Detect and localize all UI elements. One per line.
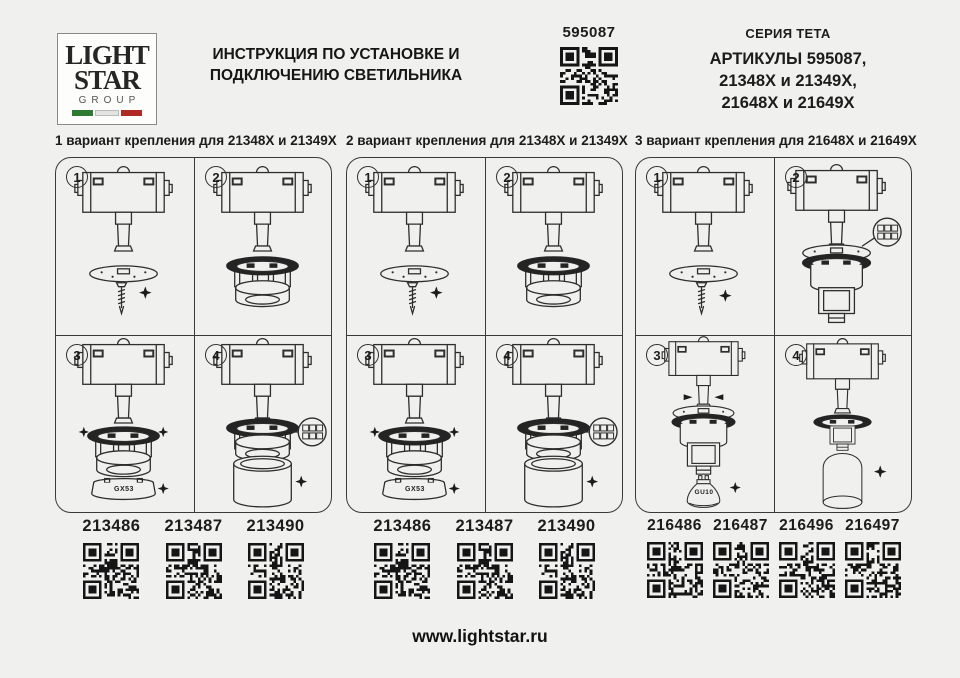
document-qr-code: [560, 47, 618, 105]
title-line-2: ПОДКЛЮЧЕНИЮ СВЕТИЛЬНИКА: [209, 67, 463, 84]
terminal-block-icon: [298, 418, 326, 446]
step-number: 4: [205, 344, 227, 366]
article-item: [247, 517, 305, 599]
step-number: 2: [785, 166, 807, 188]
article-number: 216486: [647, 517, 702, 534]
article-qr-code: [83, 543, 139, 599]
article-number: 213487: [164, 517, 223, 535]
step-cell-4: [775, 336, 911, 512]
step-cell-1: [56, 158, 192, 334]
article-item: [779, 517, 835, 598]
article-item: [82, 517, 140, 599]
step-number: 1: [66, 166, 88, 188]
section-2-panel: [346, 157, 623, 513]
logo-word-light: LIGHT: [65, 40, 149, 70]
article-number: 213490: [246, 517, 305, 535]
lightstar-logo: [57, 33, 157, 125]
article-number: 213486: [373, 517, 432, 535]
section-variant-2: [346, 133, 628, 513]
article-item: [164, 517, 222, 599]
section-3-panel: [635, 157, 912, 513]
step-number: 1: [357, 166, 379, 188]
series-block: [668, 26, 908, 114]
step-number: 2: [496, 166, 518, 188]
article-qr-code: [166, 543, 222, 599]
section-3-articles: [635, 517, 912, 598]
article-qr-code: [539, 543, 595, 599]
article-qr-code: [713, 542, 769, 598]
article-qr-code: [248, 543, 304, 599]
article-item: [538, 517, 596, 599]
lamp-type-label: GU10: [694, 489, 714, 496]
lamp-type-label: GX53: [405, 486, 425, 493]
articles-line-2: 21348X и 21349X,: [719, 72, 857, 90]
terminal-block-icon: [589, 418, 617, 446]
article-qr-code: [374, 543, 430, 599]
article-item: [455, 517, 513, 599]
step-number: 2: [205, 166, 227, 188]
logo-word-group: GROUP: [78, 95, 141, 106]
step-number: 3: [646, 344, 668, 366]
step-number: 3: [357, 344, 379, 366]
article-number: 213490: [537, 517, 596, 535]
section-3-heading: 3 вариант крепления для 21648X и 21649X: [635, 133, 917, 148]
articles-line-3: 21648X и 21649X: [721, 94, 855, 112]
section-1-panel: [55, 157, 332, 513]
step-cell-1: [636, 158, 772, 334]
step-number: 1: [646, 166, 668, 188]
step-cell-3: [347, 336, 483, 512]
step-cell-4: [195, 336, 331, 512]
italian-flag-icon: [72, 110, 142, 116]
article-item: [373, 517, 431, 599]
article-number: 216496: [779, 517, 834, 534]
step-cell-2: [195, 158, 331, 334]
section-2-articles: [346, 517, 623, 599]
article-number: 213486: [82, 517, 141, 535]
step-cell-1: [347, 158, 483, 334]
article-qr-code: [845, 542, 901, 598]
article-item: [845, 517, 901, 598]
article-number: 213487: [455, 517, 514, 535]
website-url: www.lightstar.ru: [412, 626, 548, 646]
article-qr-code: [457, 543, 513, 599]
articles-line-1: АРТИКУЛЫ 595087,: [709, 50, 867, 68]
article-item: [713, 517, 769, 598]
step-cell-2: [775, 158, 911, 334]
step-cell-3: [636, 336, 772, 512]
terminal-block-icon: [873, 218, 901, 246]
article-qr-code: [647, 542, 703, 598]
step-number: 4: [785, 344, 807, 366]
section-variant-1: [55, 133, 337, 513]
section-1-heading: 1 вариант крепления для 21348X и 21349X: [55, 133, 337, 148]
logo-word-star: STAR: [73, 65, 141, 95]
step-cell-2: [486, 158, 622, 334]
section-variant-3: [635, 133, 917, 513]
series-label: СЕРИЯ ТЕТА: [745, 26, 831, 41]
article-number: 216497: [845, 517, 900, 534]
section-1-articles: [55, 517, 332, 599]
step-number: 3: [66, 344, 88, 366]
step-cell-4: [486, 336, 622, 512]
page-title: [168, 44, 504, 86]
document-number: 595087: [562, 24, 616, 41]
article-number: 216487: [713, 517, 768, 534]
article-qr-code: [779, 542, 835, 598]
step-cell-3: [56, 336, 192, 512]
article-item: [647, 517, 703, 598]
step-number: 4: [496, 344, 518, 366]
section-2-heading: 2 вариант крепления для 21348X и 21349X: [346, 133, 628, 148]
title-line-1: ИНСТРУКЦИЯ ПО УСТАНОВКЕ И: [212, 46, 460, 63]
lamp-type-label: GX53: [114, 486, 134, 493]
